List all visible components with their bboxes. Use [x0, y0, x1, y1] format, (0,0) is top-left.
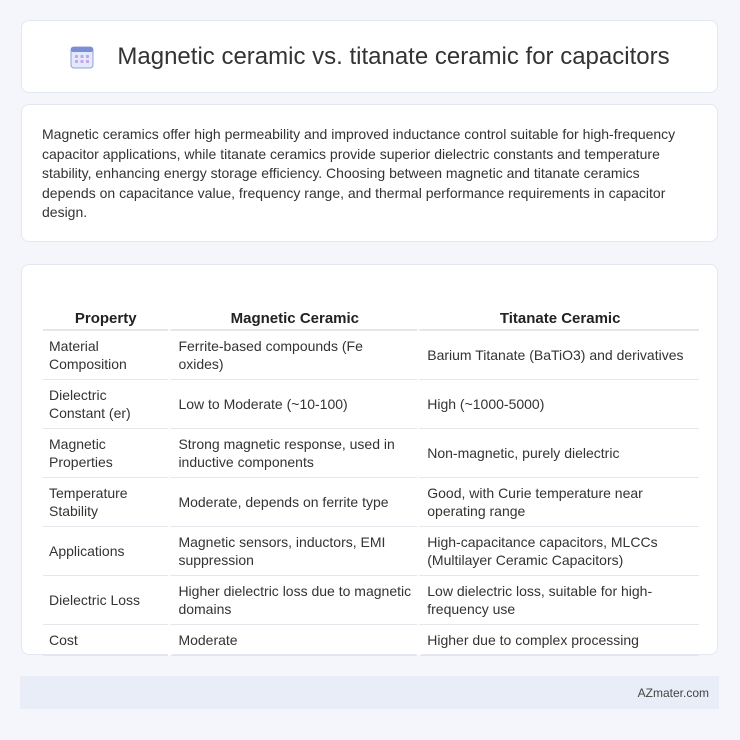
- cell-titanate: Non-magnetic, purely dielectric: [417, 428, 699, 477]
- summary-card: [21, 104, 718, 242]
- table-row: [43, 624, 699, 656]
- table-row: [43, 526, 699, 575]
- cell-titanate: Good, with Curie temperature near operating range: [417, 477, 699, 526]
- cell-titanate: High-capacitance capacitors, MLCCs (Multilayer Ceramic Capacitors): [417, 526, 699, 575]
- cell-magnetic: Higher dielectric loss due to magnetic domains: [168, 575, 417, 624]
- cell-property: Dielectric Constant (er): [43, 379, 168, 428]
- footer-bar: [20, 676, 719, 709]
- cell-titanate: Low dielectric loss, suitable for high-frequency use: [417, 575, 699, 624]
- comparison-table-card: [21, 264, 718, 655]
- cell-titanate: Higher due to complex processing: [417, 624, 699, 656]
- table-row: [43, 575, 699, 624]
- cell-magnetic: Moderate, depends on ferrite type: [168, 477, 417, 526]
- cell-magnetic: Low to Moderate (~10-100): [168, 379, 417, 428]
- cell-magnetic: Ferrite-based compounds (Fe oxides): [168, 330, 417, 379]
- table-row: [43, 330, 699, 379]
- comparison-table: [43, 285, 699, 656]
- header-magnetic-ceramic: Magnetic Ceramic: [168, 285, 417, 330]
- footer-site-link[interactable]: AZmater.com: [637, 685, 709, 700]
- summary-text: Magnetic ceramics offer high permeability and improved inductance control suitable for high-frequency capacitor applications, while titanate ceramics provide superior dielectric constants and temperature stability, enhancing energy storage efficiency. Choosing between magnetic and titanate ceramics depends on capacitance value, frequency range, and thermal performance requirements in capacitor design.: [42, 126, 676, 220]
- cell-property: Material Composition: [43, 330, 168, 379]
- cell-magnetic: Strong magnetic response, used in inductive components: [168, 428, 417, 477]
- cell-property: Cost: [43, 624, 168, 656]
- cell-property: Magnetic Properties: [43, 428, 168, 477]
- cell-property: Temperature Stability: [43, 477, 168, 526]
- cell-magnetic: Magnetic sensors, inductors, EMI suppression: [168, 526, 417, 575]
- page-title: Magnetic ceramic vs. titanate ceramic for capacitors: [117, 42, 670, 70]
- calendar-grid-icon: [69, 44, 95, 70]
- table-header-row: [43, 285, 699, 330]
- table-row: [43, 477, 699, 526]
- title-card: [21, 20, 718, 93]
- cell-titanate: Barium Titanate (BaTiO3) and derivatives: [417, 330, 699, 379]
- cell-property: Applications: [43, 526, 168, 575]
- table-row: [43, 428, 699, 477]
- cell-titanate: High (~1000-5000): [417, 379, 699, 428]
- cell-property: Dielectric Loss: [43, 575, 168, 624]
- header-titanate-ceramic: Titanate Ceramic: [417, 285, 699, 330]
- table-row: [43, 379, 699, 428]
- header-property: Property: [43, 285, 168, 330]
- cell-magnetic: Moderate: [168, 624, 417, 656]
